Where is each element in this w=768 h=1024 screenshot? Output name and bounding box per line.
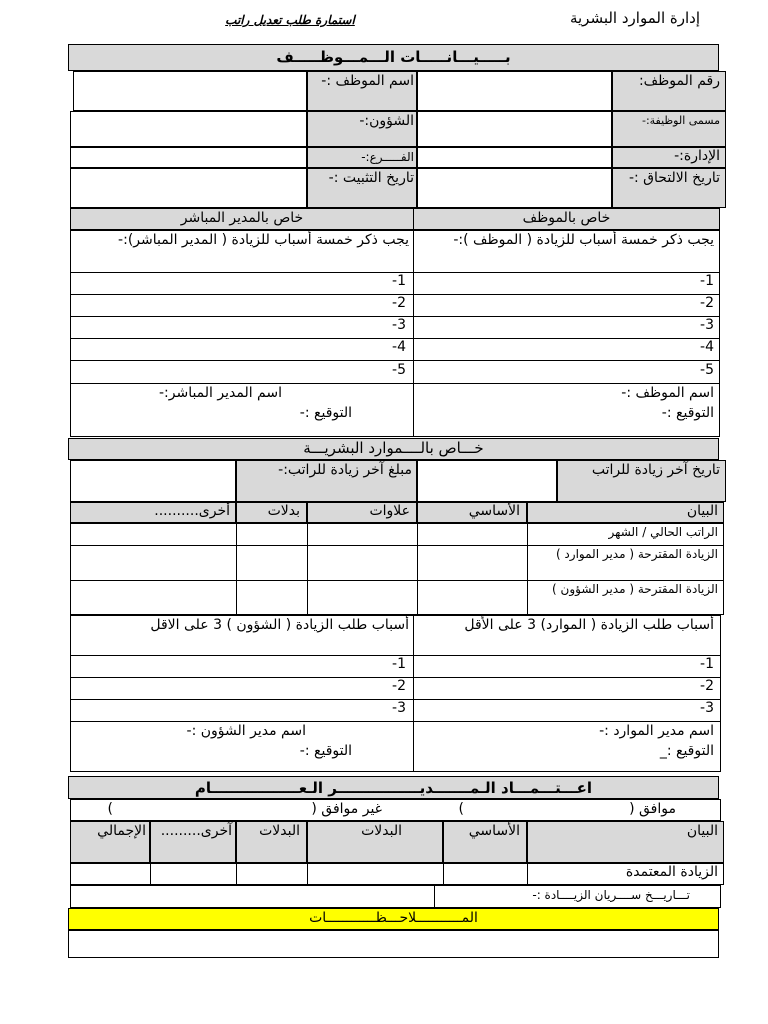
gm-col-allowances-1-label: البدلات [361,823,402,839]
notes-title: المـــــــــــلاحـــظــــــــــــات [309,910,478,926]
col-allowances-label: بدلات [267,503,300,519]
hr-section-title: خـــاص بالــــموارد البشريـــة [303,439,484,457]
hr-reason-3[interactable]: 3- [700,700,714,716]
gm-col-basic-label: الأساسي [468,823,520,839]
last-raise-amount-field[interactable] [70,460,236,502]
gm-col-other-label: آخرى......... [160,823,232,839]
employee-reasons-header [413,208,720,230]
affairs-signature-label: التوقيع :- [299,743,352,759]
approved-increase-label: الزيادة المعتمدة [625,864,718,880]
department-name: إدارة الموارد البشرية [569,9,700,27]
manager-signature-label: التوقيع :- [299,405,352,421]
col-line [236,523,237,615]
approve-checkbox[interactable] [596,804,608,816]
col-line [527,523,528,615]
approve-label: موافق ( [629,801,676,817]
gm-col-statement-label: البيان [686,823,718,839]
manager-name-sign-label: اسم المدير المباشر:- [158,385,282,401]
employee-name-label: اسم الموظف :- [321,73,414,89]
employee-number-label: رقم الموظف: [638,73,720,89]
gm-col-allowances-2-label: البدلات [259,823,300,839]
affairs-reason-3[interactable]: 3- [392,700,406,716]
confirm-date-label: تاريخ التثبيت :- [328,170,414,186]
department-field[interactable] [417,147,612,168]
notes-field[interactable] [68,930,719,958]
affairs-reason-2[interactable]: 2- [392,678,406,694]
manager-reason-4[interactable]: 4- [392,339,406,355]
row-proposed-affairs: الزيادة المقترحة ( مدير الشؤون ) [552,582,718,596]
affairs-label: الشؤون:- [359,113,414,129]
hr-reasons-divider [413,615,414,772]
join-date-field[interactable] [417,168,612,208]
reasons-divider [413,230,414,437]
col-line [150,863,151,885]
last-raise-date-field[interactable] [417,460,557,502]
gm-col-total-label: الإجمالي [97,823,146,839]
reject-label: غير موافق ( [311,801,382,817]
row-line [70,580,724,581]
row-proposed-hr: الزيادة المقترحة ( مدير الموارد ) [555,547,718,561]
col-line [434,885,435,908]
employee-section-header [68,44,719,71]
row-line [70,721,721,722]
col-line [417,523,418,615]
row-line [70,383,720,384]
effective-date-label: تـــاريـــخ ســــريان الزيــــادة :- [532,888,690,902]
reject-checkbox[interactable] [278,804,290,816]
affairs-reasons-label: أسباب طلب الزيادة ( الشؤون ) 3 على الاقل [150,617,409,633]
manager-reasons-header [70,208,414,230]
hr-signature-label: التوقيع :_ [659,743,714,759]
col-other-label: أخرى.......... [154,503,230,519]
affairs-field[interactable] [70,111,307,147]
col-line [307,523,308,615]
last-raise-amount-label: مبلغ آخر زيادة للراتب:- [278,462,412,478]
col-line [236,863,237,885]
job-title-field[interactable] [417,111,612,147]
gm-section-header [68,776,719,799]
form-title: استمارة طلب تعديل راتب [225,13,355,27]
notes-header [68,908,719,930]
employee-reason-2[interactable]: 2- [700,295,714,311]
branch-field[interactable] [70,147,307,168]
hr-reason-2[interactable]: 2- [700,678,714,694]
col-bonuses-label: علاوات [369,503,410,519]
employee-reason-5[interactable]: 5- [700,362,714,378]
manager-reason-1[interactable]: 1- [392,273,406,289]
col-basic-label: الأساسي [468,503,520,519]
employee-instruction: يجب ذكر خمسة أسباب للزيادة ( الموظف ):- [453,232,714,248]
employee-reasons-title: خاص بالموظف [522,210,611,226]
approve-close: ) [458,801,464,817]
employee-signature-label: التوقيع :- [661,405,714,421]
branch-label: الفـــــرع:- [361,150,414,164]
affairs-reason-1[interactable]: 1- [392,656,406,672]
hr-section-header [68,438,719,460]
department-label: الإدارة:- [674,148,720,164]
employee-reason-3[interactable]: 3- [700,317,714,333]
job-title-label: مسمى الوظيفة:- [641,114,720,127]
manager-reason-5[interactable]: 5- [392,362,406,378]
employee-reason-1[interactable]: 1- [700,273,714,289]
gm-section-title: اعـــتـــمـــاد الـمـــــــديــــــــــــــــر الـعـــــــــــــــــام [194,779,593,797]
manager-reasons-title: خاص بالمدير المباشر [180,210,304,226]
col-statement-label: البيان [686,503,718,519]
employee-name-sign-label: اسم الموظف :- [621,385,714,401]
row-line [70,545,724,546]
manager-instruction: يجب ذكر خمسة أسباب للزيادة ( المدير المباشر):- [118,232,409,248]
col-line [307,863,308,885]
last-raise-date-label: تاريخ آخر زيادة للراتب [591,462,720,478]
row-line [70,360,720,361]
hr-manager-name-label: اسم مدير الموارد :- [599,723,714,739]
confirm-date-field[interactable] [70,168,307,208]
manager-reason-3[interactable]: 3- [392,317,406,333]
employee-number-field[interactable] [417,71,612,111]
employee-reason-4[interactable]: 4- [700,339,714,355]
reject-close: ) [107,801,113,817]
join-date-label: تاريخ الالتحاق :- [628,170,720,186]
employee-section-title: بـــــيـــانـــــات الـــمـــوظـــــف [276,48,511,66]
col-line [527,863,528,885]
employee-name-field[interactable] [73,71,307,111]
col-line [443,863,444,885]
hr-reasons-label: أسباب طلب الزيادة ( الموارد) 3 على الأقل [464,617,714,633]
affairs-manager-name-label: اسم مدير الشؤون :- [186,723,306,739]
row-current-salary: الراتب الحالي / الشهر [608,525,718,539]
hr-reason-1[interactable]: 1- [700,656,714,672]
manager-reason-2[interactable]: 2- [392,295,406,311]
